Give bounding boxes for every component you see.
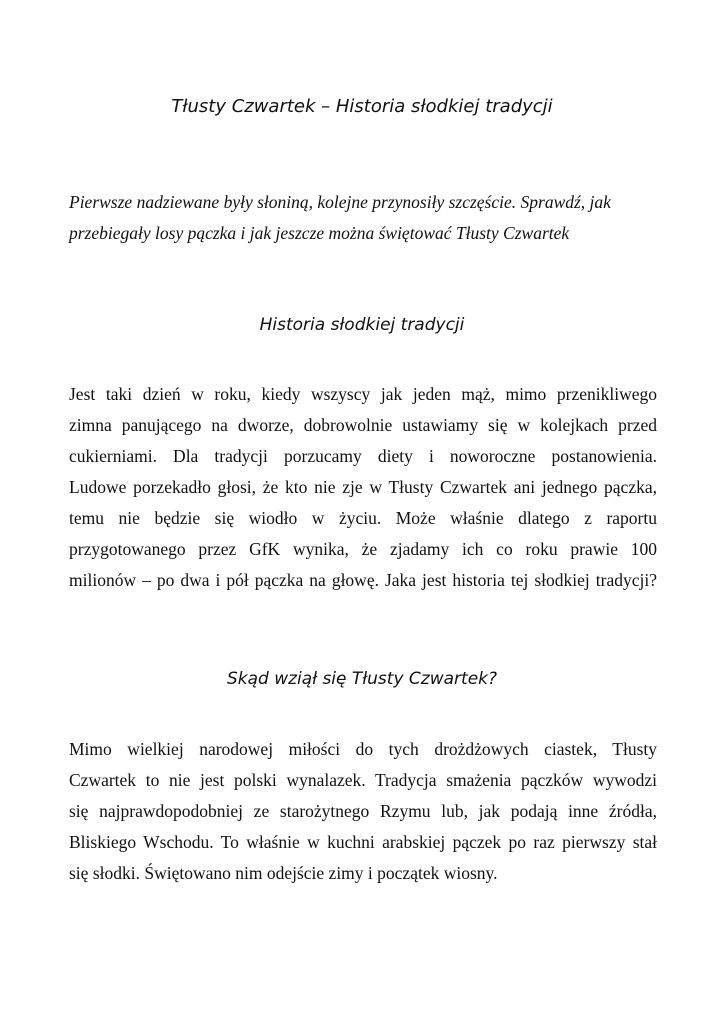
- paragraph-line: się najprawdopodobniej ze starożytnego Rzymu lub, jak podają inne źródła,: [69, 801, 657, 821]
- section-heading-historia: Historia słodkiej tradycji: [259, 315, 465, 335]
- paragraph-line: temu nie będzie się wiodło w życiu. Może właśnie dlatego z raportu: [69, 508, 657, 528]
- paragraph-line: zimna panującego na dworze, dobrowolnie ustawiamy się w kolejkach przed: [69, 415, 657, 435]
- paragraph-line: Mimo wielkiej narodowej miłości do tych drożdżowych ciastek, Tłusty: [69, 739, 657, 759]
- lead-line: przebiegały losy pączka i jak jeszcze można świętować Tłusty Czwartek: [69, 223, 570, 243]
- lead-paragraph: [69, 187, 657, 249]
- lead-line: Pierwsze nadziewane były słoniną, kolejne przynosiły szczęście. Sprawdź, jak: [69, 192, 611, 212]
- section-paragraph-historia: [69, 379, 657, 596]
- paragraph-line: milionów – po dwa i pół pączka na głowę. Jaka jest historia tej słodkiej tradycji?: [69, 570, 657, 590]
- paragraph-line: Bliskiego Wschodu. To właśnie w kuchni arabskiej pączek po raz pierwszy stał: [69, 832, 657, 852]
- paragraph-line: cukierniami. Dla tradycji porzucamy diety i noworoczne postanowienia.: [69, 446, 657, 466]
- paragraph-line: przygotowanego przez GfK wynika, że zjadamy ich co roku prawie 100: [69, 539, 657, 559]
- paragraph-line: Jest taki dzień w roku, kiedy wszyscy jak jeden mąż, mimo przenikliwego: [69, 384, 657, 404]
- paragraph-line: Ludowe porzekadło głosi, że kto nie zje w Tłusty Czwartek ani jednego pączka,: [69, 477, 657, 497]
- section-paragraph-skad: [69, 734, 657, 889]
- paragraph-line: się słodki. Świętowano nim odejście zimy i początek wiosny.: [69, 863, 498, 883]
- document-title: Tłusty Czwartek – Historia słodkiej tradycji: [171, 96, 553, 117]
- section-heading-skad: Skąd wziął się Tłusty Czwartek?: [226, 669, 498, 689]
- paragraph-line: Czwartek to nie jest polski wynalazek. Tradycja smażenia pączków wywodzi: [69, 770, 657, 790]
